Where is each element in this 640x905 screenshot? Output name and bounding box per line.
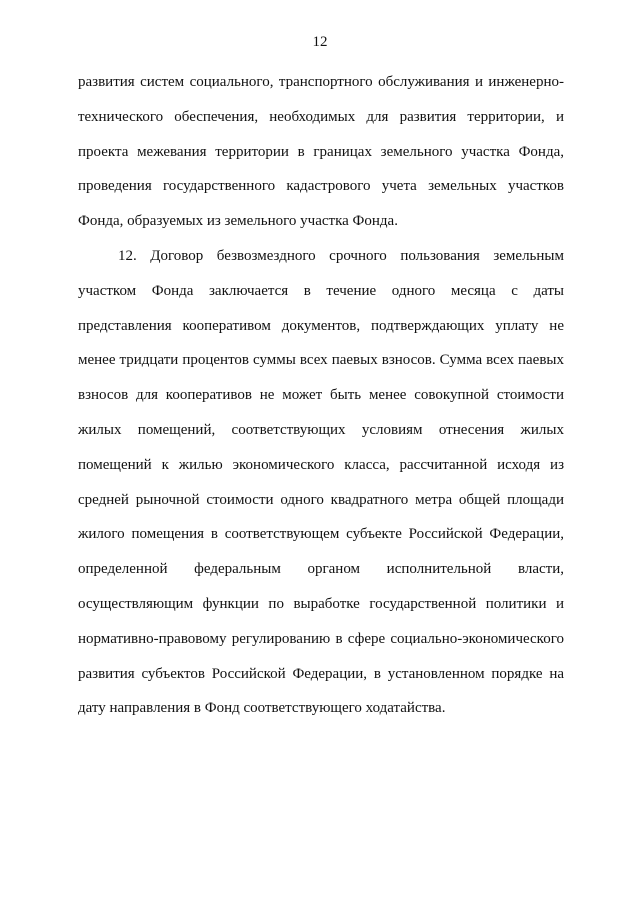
text-line: взносов для кооперативов не может быть менее совокупной стоимости xyxy=(78,387,564,404)
text-line: менее тридцати процентов суммы всех паевых взносов. Сумма всех паевых xyxy=(78,352,564,369)
text-line: помещений к жилью экономического класса, рассчитанной исходя из xyxy=(78,456,564,473)
text-line: технического обеспечения, необходимых для развития территории, и xyxy=(78,108,564,125)
text-line: Фонда, образуемых из земельного участка Фонда. xyxy=(78,213,398,230)
page-number: 12 xyxy=(312,34,328,50)
text-line: жилого помещения в соответствующем субъекте Российской Федерации, xyxy=(78,526,564,543)
text-line: осуществляющим функции по выработке государственной политики и xyxy=(78,596,564,612)
text-line: развития субъектов Российской Федерации, в установленном порядке на xyxy=(78,665,564,682)
text-line: 12. Договор безвозмездного срочного пользования земельным xyxy=(118,248,564,264)
text-line: жилых помещений, соответствующих условиям отнесения жилых xyxy=(78,422,564,438)
text-line: проекта межевания территории в границах земельного участка Фонда, xyxy=(78,143,564,160)
text-line: средней рыночной стоимости одного квадратного метра общей площади xyxy=(78,491,564,508)
text-line: проведения государственного кадастрового учета земельных участков xyxy=(78,178,564,195)
text-line: дату направления в Фонд соответствующего ходатайства. xyxy=(78,700,446,717)
text-line: развития систем социального, транспортного обслуживания и инженерно- xyxy=(78,74,564,90)
text-line: участком Фонда заключается в течение одного месяца с даты xyxy=(78,282,564,299)
text-line: определенной федеральным органом исполнительной власти, xyxy=(78,561,564,578)
text-line: нормативно-правовому регулированию в сфере социально-экономического xyxy=(78,630,564,647)
text-line: представления кооперативом документов, подтверждающих уплату не xyxy=(78,317,564,334)
